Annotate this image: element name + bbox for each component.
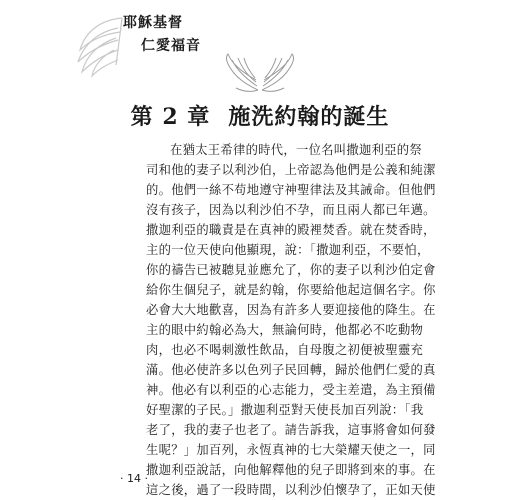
text-line: 司和他的妻子以利沙伯，上帝認為他們是公義和純潔	[146, 163, 436, 177]
text-line: 滿。他必使許多以色列子民回轉，歸於他們仁愛的真	[146, 363, 436, 377]
text-line: 你的禱告已被聽見並應允了，你的妻子以利沙伯定會	[146, 263, 436, 277]
text-line: 主的一位天使向他顯現，說：「撒迦利亞，不要怕，	[146, 243, 430, 257]
book-subtitle: 仁愛福音	[141, 38, 201, 54]
angel-wings-icon	[222, 50, 298, 96]
book-title: 耶穌基督	[123, 15, 183, 31]
chapter-title: 施洗約翰的誕生	[228, 104, 390, 130]
text-line: 老了，我的妻子也老了。請告訴我，這事將會如何發	[146, 423, 436, 437]
text-line: 生呢？」加百列，永恆真神的七大榮耀天使之一，同	[146, 443, 436, 457]
text-line: 撒迦利亞的職責是在真神的殿裡焚香。就在焚香時，	[146, 223, 436, 237]
chapter-heading	[0, 100, 520, 131]
text-line: 在猶太王希律的時代，一位名叫撒迦利亞的祭	[170, 143, 422, 157]
body-paragraph	[146, 140, 436, 500]
text-line: 好聖潔的子民。」撒迦利亞對天使長加百列說：「我	[146, 403, 424, 417]
text-line: 撒迦利亞說話，向他解釋他的兒子即將到來的事。在	[146, 463, 436, 477]
text-line: 肉，也必不喝刺激性飲品，自母腹之初便被聖靈充	[146, 343, 424, 357]
text-line: 的。他們一絲不苟地遵守神聖律法及其誡命。但他們	[146, 183, 436, 197]
text-line: 主的眼中約翰必為大，無論何時，他都必不吃動物	[146, 323, 424, 337]
page-number: · 14 ·	[120, 472, 148, 485]
text-line: 給你生個兒子，就是約翰，你要給他起這個名字。你	[146, 283, 436, 297]
text-line: 沒有孩子，因為以利沙伯不孕，而且兩人都已年邁。	[146, 203, 436, 217]
chapter-number: 第 2 章	[130, 104, 211, 130]
text-line: 神。他必有以利亞的心志能力，受主差遣，為主預備	[146, 383, 436, 397]
text-line: 必會大大地歡喜，因為有許多人要迎接他的降生。在	[146, 303, 436, 317]
text-line: 這之後，過了一段時間，以利沙伯懷孕了，正如天使	[146, 483, 436, 497]
